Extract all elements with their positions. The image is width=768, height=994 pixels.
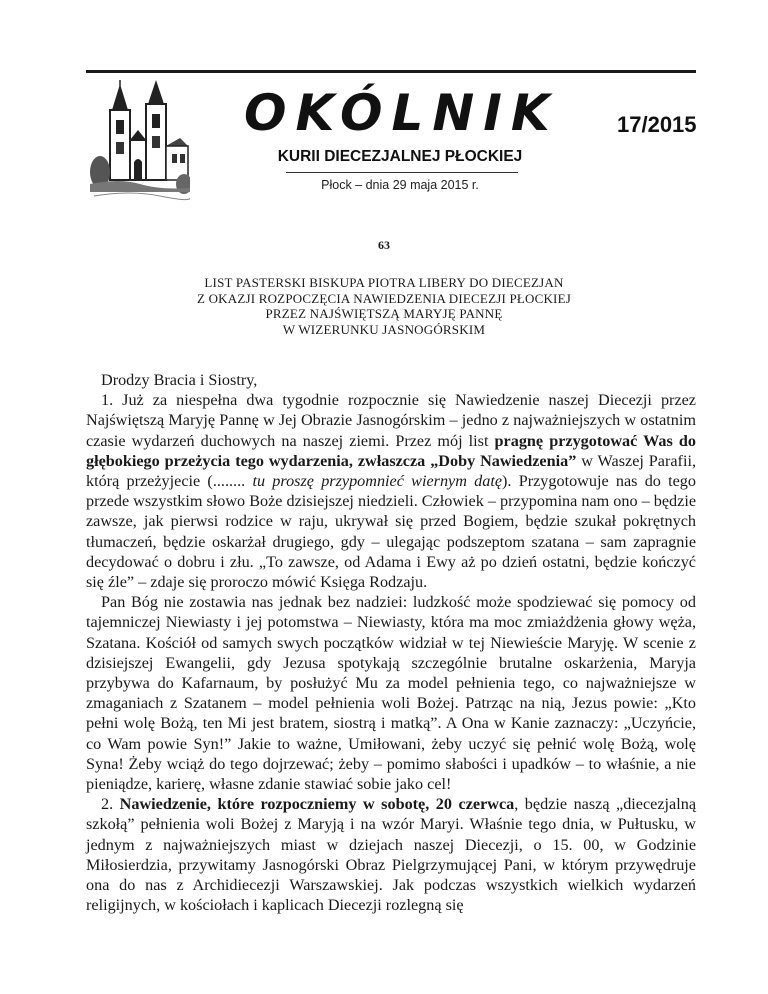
church-illustration (90, 80, 190, 208)
paragraph-1 (86, 390, 696, 592)
header-top-rule (86, 70, 696, 73)
title-line: W WIZERUNKU JASNOGÓRSKIM (282, 321, 486, 337)
document-title (0, 275, 768, 337)
title-line: PRZEZ NAJŚWIĘTSZĄ MARYJĘ PANNĘ (265, 306, 503, 321)
letter-body (86, 370, 696, 915)
paragraph-1-text-c: ). Przygotowuje nas do tego przede wszystkim słowo Boże dzisiejszej niedzieli. Człowiek – przypomina nam ono – będzie zawsze, jak pierwsi rodzice w raju, ukrywał się przed Bogiem, będzie szukał pokrętnych tłumaczeń, będzie oskarżał drugiego, gdy – ulegając podszeptom szatana – sam zapragnie decydować o dobru i złu. „To zawsze, od Adama i Ewy aż po dzień ostatni, będzie kończyć się źle” – zdaje się proroczo mówić Księga Rodzaju. (86, 472, 697, 592)
paragraph-1-bold: pragnę przygotować Was do głębokiego przeżycia tego wydarzenia, zwłaszcza „Doby Nawiedzenia” (86, 431, 696, 470)
masthead-subtitle: KURII DIECEZJALNEJ PŁOCKIEJ (277, 148, 523, 165)
paragraph-3 (86, 794, 696, 915)
subtitle-divider (286, 172, 518, 173)
masthead-title: OKÓLNIK (244, 84, 559, 142)
paragraph-1-text-b: w Waszej Parafii, którą przeżyjecie (........ (86, 451, 696, 491)
issue-number: 17/2015 (617, 112, 697, 137)
paragraph-1-italic: tu proszę przypomnieć wiernym datę (252, 472, 503, 491)
greeting: Drodzy Bracia i Siostry, (101, 371, 258, 389)
paragraph-3-text: , będzie naszą „diecezjalną szkołą” pełnienia woli Bożej z Maryją i na wzór Maryi. Właśnie tego dnia, w Pułtusku, w jednym z najważniejszych miast w dziejach naszej Diecezji, o 15. 00, w Godzinie Miłosierdzia, przywitamy Jasnogórski Obraz Pielgrzymującej Pani, w którym przywędruje ona do nas z Archidiecezji Warszawskiej. Jak podczas wszystkich wielkich wydarzeń religijnych, w kościołach i kaplicach Diecezji rozlegną się (86, 795, 697, 915)
paragraph-3-lead: 2. (101, 795, 120, 814)
publication-date: Płock – dnia 29 maja 2015 r. (321, 178, 479, 192)
document-number: 63 (378, 238, 390, 252)
title-line: Z OKAZJI ROZPOCZĘCIA NAWIEDZENIA DIECEZJI PŁOCKIEJ (196, 290, 571, 306)
paragraph-2: Pan Bóg nie zostawia nas jednak bez nadziei: ludzkość może spodziewać się pomocy od tajemniczej Niewiasty i jej potomstwa – Niewiasty, która ma moc zmiażdżenia głowy węża, Szatana. Kościół od samych swych początków widział w tej Niewieście Maryję. W scenie z dzisiejszej Ewangelii, gdy Jezusa spotykają szczególnie brutalne oskarżenia, Maryja przybywa do Kafarnaum, by posłużyć Mu za model pełnienia tego, co najważniejsze w zmaganiach z Szatanem – model pełnienia woli Bożej. Patrząc na nią, Jezus powie: „Kto pełni wolę Bożą, ten Mi jest bratem, siostrą i matką”. A Ona w Kanie zaznaczy: „Uczyńcie, co Wam powie Syn!” Jakie to ważne, Umiłowani, żeby uczyć się pełnić wolę Bożą, wolę Syna! Żeby wciąż do tego dojrzewać; żeby – pomimo słabości i upadków – to właśnie, a nie pieniądze, karierę, własne zdanie stawiać sobie jako cel! (86, 593, 696, 794)
paragraph-3-bold: Nawiedzenie, które rozpoczniemy w sobotę, 20 czerwca (119, 795, 515, 814)
paragraph-1-text-a: 1. Już za niespełna dwa tygodnie rozpocznie się Nawiedzenie naszej Diecezji przez Najświętszą Maryję Pannę w Jej Obrazie Jasnogórskim – jedno z najważniejszych w ostatnim czasie wydarzeń duchowych na naszej ziemi. Przez mój list (86, 391, 696, 450)
title-line: LIST PASTERSKI BISKUPA PIOTRA LIBERY DO DIECEZJAN (204, 275, 564, 290)
